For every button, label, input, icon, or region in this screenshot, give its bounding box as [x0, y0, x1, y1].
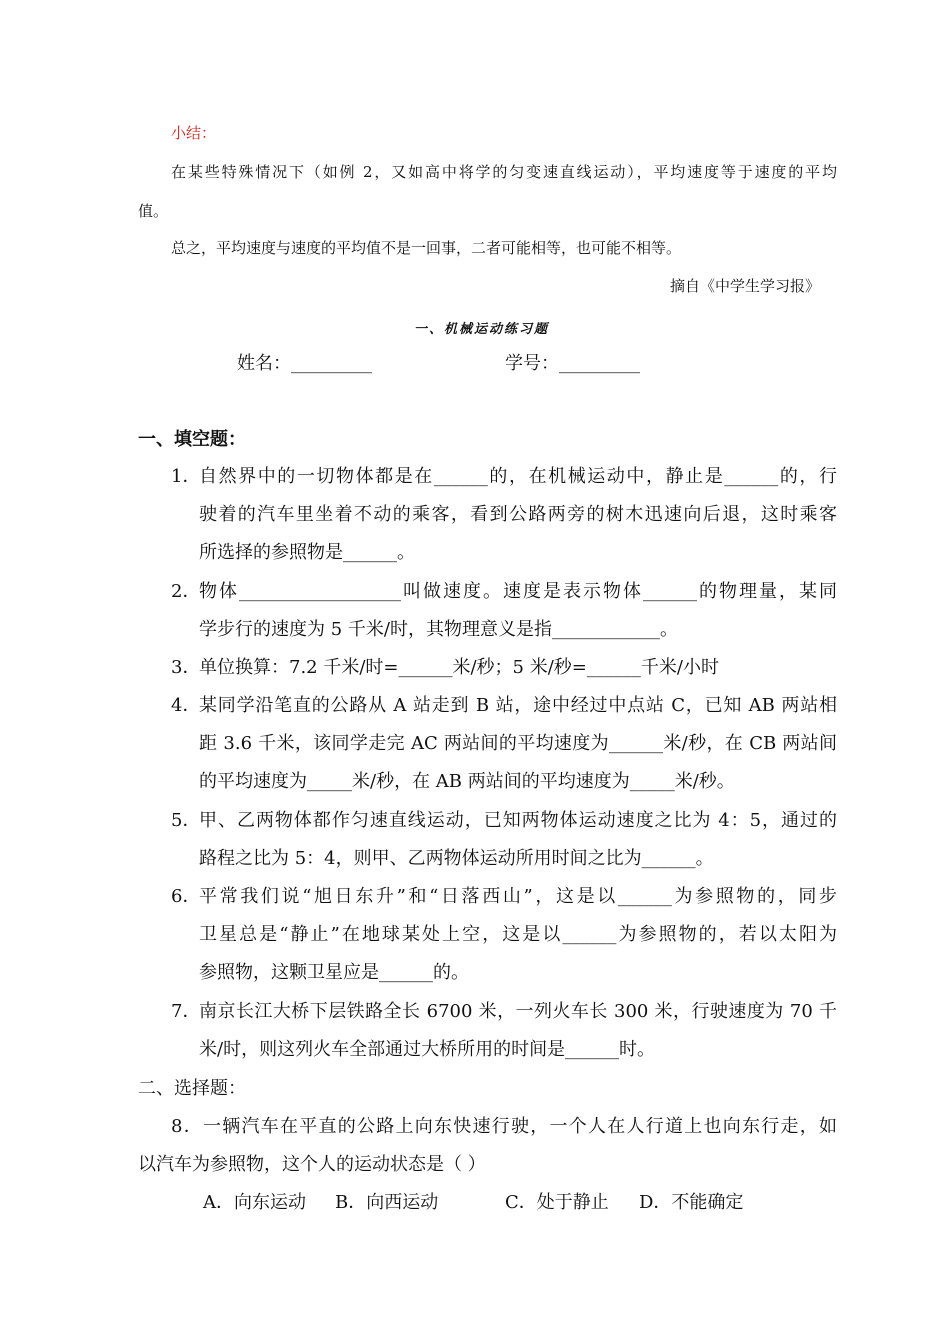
question-line: 学步行的速度为 5 千米/时，其物理意义是指____________。	[199, 619, 678, 641]
section-heading-choice: 二、选择题：	[138, 1078, 246, 1099]
option-b: B．向西运动	[335, 1192, 439, 1213]
question-number: 1．	[171, 466, 201, 487]
option-a: A．向东运动	[203, 1192, 306, 1213]
question-number: 2．	[171, 581, 201, 602]
question-line: 单位换算：7.2 千米/时=______米/秒；5 米/秒=______千米/小时	[199, 657, 719, 678]
question-line: 平常我们说“旭日东升”和“日落西山”，这是以______为参照物的，同步	[199, 886, 837, 907]
summary-paragraph-line: 值。	[138, 202, 169, 220]
question-line: 所选择的参照物是______。	[199, 542, 415, 564]
question-number: 7．	[171, 1001, 201, 1022]
summary-paragraph-line: 在某些特殊情况下（如例 2，又如高中将学的匀变速直线运动），平均速度等于速度的平均	[171, 163, 837, 181]
question-line: 距 3.6 千米，该同学走完 AC 两站间的平均速度为______米/秒，在 CB 两站间	[199, 733, 837, 755]
question-number: 5．	[171, 810, 201, 831]
question-line: 某同学沿笔直的公路从 A 站走到 B 站，途中经过中点站 C，已知 AB 两站相	[199, 695, 837, 716]
summary-heading: 小结：	[171, 124, 217, 142]
question-line: 路程之比为 5：4，则甲、乙两物体运动所用时间之比为______。	[199, 848, 714, 870]
question-line: 参照物，这颗卫星应是______的。	[199, 962, 469, 984]
exercise-title: 一、机械运动练习题	[414, 322, 550, 337]
question-line: 驶着的汽车里坐着不动的乘客，看到公路两旁的树木迅速向后退，这时乘客	[199, 504, 837, 526]
question-8-line: 8．一辆汽车在平直的公路上向东快速行驶，一个人在人行道上也向东行走，如	[171, 1116, 837, 1137]
question-line: 南京长江大桥下层铁路全长 6700 米，一列火车长 300 米，行驶速度为 70 千	[199, 1001, 837, 1022]
question-line: 甲、乙两物体都作匀速直线运动，已知两物体运动速度之比为 4：5，通过的	[199, 810, 837, 831]
question-line: 自然界中的一切物体都是在______的，在机械运动中，静止是______的，行	[199, 466, 837, 487]
option-d: D．不能确定	[639, 1192, 744, 1213]
question-8-line: 以汽车为参照物，这个人的运动状态是（ ）	[138, 1154, 486, 1175]
student-id-field-label: 学号：_________	[505, 353, 640, 374]
option-c: C．处于静止	[505, 1192, 609, 1213]
summary-paragraph: 总之，平均速度与速度的平均值不是一回事，二者可能相等，也可能不相等。	[171, 239, 682, 257]
name-field-label: 姓名：_________	[237, 353, 372, 374]
question-line: 米/时，则这列火车全部通过大桥所用的时间是______时。	[199, 1039, 656, 1061]
question-line: 物体__________________叫做速度。速度是表示物体______的物理量，某同	[199, 581, 837, 602]
question-number: 6．	[171, 886, 201, 907]
section-heading-fill-in: 一、填空题：	[138, 429, 246, 450]
question-number: 4．	[171, 695, 201, 716]
source-citation: 摘自《中学生学习报》	[670, 277, 821, 295]
question-number: 3．	[171, 657, 201, 678]
question-line: 的平均速度为_____米/秒，在 AB 两站间的平均速度为_____米/秒。	[199, 771, 735, 793]
question-line: 卫星总是“静止”在地球某处上空，这是以______为参照物的，若以太阳为	[199, 924, 837, 946]
